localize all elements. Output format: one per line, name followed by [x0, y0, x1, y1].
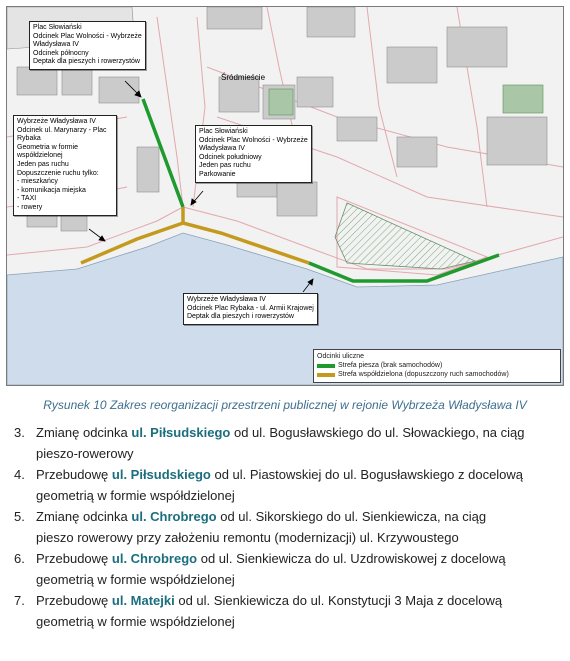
list-item	[14, 548, 564, 590]
callout-line: Parkowanie	[199, 170, 236, 178]
callout-line: Odcinek Plac Wolności - Wybrzeże	[199, 136, 308, 144]
callout-line: Odcinek ul. Marynarzy - Plac	[17, 126, 107, 134]
map-figure	[6, 6, 564, 386]
callout-line: - mieszkańcy	[17, 178, 58, 186]
legend-label: Strefa piesza (brak samochodów)	[338, 362, 443, 369]
callout-line: Jeden pas ruchu	[199, 162, 251, 170]
item-text	[36, 548, 564, 590]
district-label: Śródmieście	[221, 73, 266, 82]
map-legend	[313, 349, 561, 383]
callout-box-south	[195, 125, 312, 183]
park-area	[335, 203, 475, 269]
callout-line: Rybaka	[17, 135, 41, 143]
item-text-after: od ul. Sienkiewicza do ul. Konstytucji 3 Maja z docelową	[174, 593, 503, 608]
callout-line: - komunikacja miejska	[17, 186, 86, 194]
callout-line: Władysława IV	[33, 41, 79, 49]
list-item	[14, 506, 564, 548]
figure-caption: Rysunek 10 Zakres reorganizacji przestrzeni publicznej w rejonie Wybrzeża Władysława IV	[43, 398, 527, 412]
callout-line: Odcinek Plac Rybaka - ul. Armii Krajowej	[187, 304, 314, 312]
item-number: 5.	[14, 509, 25, 524]
callout-line: Deptak dla pieszych i rowerzystów	[187, 313, 294, 321]
item-text-continuation: geometrią w formie współdzielonej	[36, 572, 235, 587]
callout-line: Plac Słowiański	[33, 24, 82, 31]
item-text-before: Zmianę odcinka	[36, 425, 132, 440]
item-text-continuation: geometrią w formie współdzielonej	[36, 614, 235, 629]
legend-title: Odcinki uliczne	[317, 353, 365, 360]
item-text-after: od ul. Piastowskiej do ul. Bogusławskiego z docelową	[210, 467, 524, 482]
item-text-before: Przebudowę	[36, 593, 112, 608]
street-name: ul. Piłsudskiego	[131, 425, 231, 440]
list-item	[14, 464, 564, 506]
list-item	[14, 590, 564, 632]
item-text-before: Przebudowę	[36, 467, 112, 482]
item-text-continuation: pieszo-rowerowy	[36, 446, 134, 461]
item-text-after: od ul. Sienkiewicza do ul. Uzdrowiskowej z docelową	[197, 551, 506, 566]
item-text-after: od ul. Sikorskiego do ul. Sienkiewicza, na ciąg	[216, 509, 487, 524]
street-name: ul. Chrobrego	[111, 551, 198, 566]
callout-box-west	[13, 115, 117, 216]
item-text-before: Zmianę odcinka	[36, 509, 132, 524]
legend-item-pedestrian	[317, 361, 557, 370]
callout-line: Deptak dla pieszych i rowerzystów	[33, 58, 140, 66]
callout-line: Władysława IV	[199, 145, 245, 153]
numbered-list	[14, 422, 564, 632]
item-text	[36, 422, 564, 464]
legend-item-shared	[317, 370, 557, 379]
item-number: 4.	[14, 467, 25, 482]
callout-line: - rowery	[17, 203, 43, 211]
legend-label: Strefa współdzielona (dopuszczony ruch samochodów)	[338, 371, 509, 378]
callout-line: Dopuszczenie ruchu tylko:	[17, 169, 99, 177]
item-text-after: od ul. Bogusławskiego do ul. Słowackiego, na ciąg	[230, 425, 525, 440]
item-text	[36, 590, 564, 632]
list-item	[14, 422, 564, 464]
callout-line: Odcinek północny	[33, 49, 89, 57]
callout-line: Odcinek Plac Wolności - Wybrzeże	[33, 32, 142, 40]
callout-line: Jeden pas ruchu	[17, 160, 69, 168]
item-text-continuation: geometrią w formie współdzielonej	[36, 488, 235, 503]
callout-line: Wybrzeże Władysława IV	[17, 118, 96, 125]
item-text	[36, 464, 564, 506]
item-number: 7.	[14, 593, 25, 608]
item-number: 6.	[14, 551, 25, 566]
street-name: ul. Piłsudskiego	[111, 467, 211, 482]
item-text-before: Przebudowę	[36, 551, 112, 566]
callout-box-waterfront	[183, 293, 318, 325]
callout-line: Plac Słowiański	[199, 128, 248, 135]
callout-line: Geometria w formie	[17, 143, 79, 151]
item-text-continuation: pieszo rowerowy przy założeniu remontu (modernizacji) ul. Krzywoustego	[36, 530, 459, 545]
item-number: 3.	[14, 425, 25, 440]
callout-line: Wybrzeże Władysława IV	[187, 296, 266, 303]
callout-line: współdzielonej	[17, 152, 63, 160]
legend-swatch-green	[317, 364, 335, 368]
legend-swatch-gold	[317, 373, 335, 377]
callout-line: Odcinek południowy	[199, 153, 262, 161]
callout-box-north	[29, 21, 146, 70]
street-name: ul. Matejki	[111, 593, 175, 608]
callout-line: - TAXI	[17, 195, 37, 203]
street-name: ul. Chrobrego	[131, 509, 217, 524]
item-text	[36, 506, 564, 548]
